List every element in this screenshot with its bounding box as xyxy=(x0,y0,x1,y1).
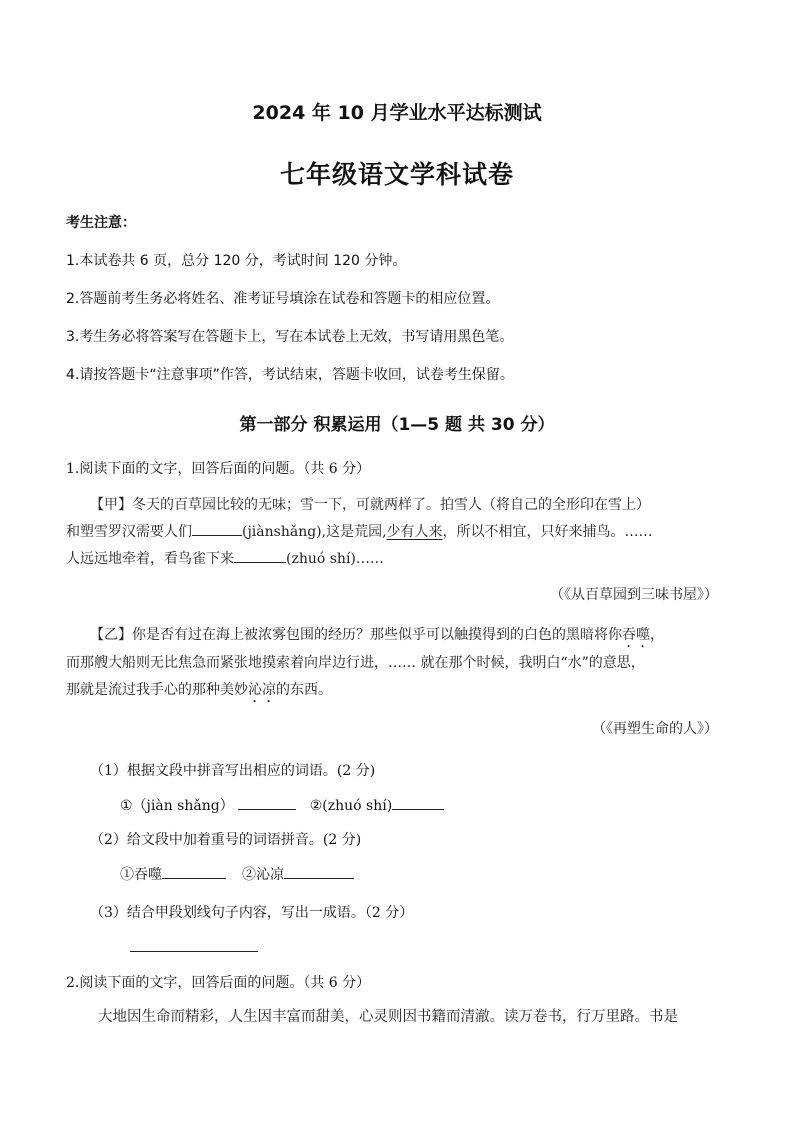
passage-text: (zhuó shí)…… xyxy=(286,551,384,567)
passage-jia-line xyxy=(66,548,384,568)
passage-yi-line: 而那艘大船则无比焦急而紧张地摸索着向岸边行进，…… 就在那个时候，我明白“水”的意思， xyxy=(66,655,645,671)
question-1-stem: 1.阅读下面的文字，回答后面的问题。（共 6 分） xyxy=(66,461,371,477)
subquestion-3-stem: （3）结合甲段划线句子内容，写出一成语。（2 分） xyxy=(90,905,414,921)
passage-jia-line xyxy=(66,521,653,541)
passage-text: 那就是流过我手心的那种美妙 xyxy=(66,682,248,698)
section-title: 第一部分 积累运用（1—5 题 共 30 分） xyxy=(239,415,555,435)
answer-blank[interactable] xyxy=(392,795,444,810)
dotted-word-qinliang: 沁凉 xyxy=(248,682,276,698)
passage-text: 人远远地牵着，看鸟雀下来 xyxy=(66,551,234,567)
subquestion-2-stem: （2）给文段中加着重号的词语拼音。(2 分) xyxy=(90,832,362,848)
subquestion-1-stem: （1）根据文段中拼音写出相应的词语。(2 分) xyxy=(90,763,376,779)
answer-label: ①吞噬 xyxy=(120,867,162,883)
question-2-passage-line: 大地因生命而精彩，人生因丰富而甜美，心灵则因书籍而清澈。读万卷书，行万里路。书是 xyxy=(98,1009,678,1025)
passage-jia-line: 【甲】冬天的百草园比较的无味；雪一下，可就两样了。拍雪人（将自己的全形印在雪上） xyxy=(90,497,650,513)
answer-label: ②(zhuó shí) xyxy=(309,798,393,814)
passage-yi-line xyxy=(66,679,332,706)
passage-yi-line xyxy=(90,624,664,651)
notice-item: 2.答题前考生务必将姓名、准考证号填涂在试卷和答题卡的相应位置。 xyxy=(66,291,500,307)
passage-text: 的东西。 xyxy=(276,682,332,698)
passage-text: 【乙】你是否有过在海上被浓雾包围的经历？那些似乎可以触摸得到的白色的黑暗将你 xyxy=(90,627,622,643)
passage-jia-source: （《从百草园到三味书屋》） xyxy=(550,587,718,603)
dotted-word-tunshi: 吞噬 xyxy=(622,627,650,643)
passage-text: (jiànshǎng),这是荒园, xyxy=(242,524,387,540)
notice-item: 4.请按答题卡“注意事项”作答，考试结束，答题卡收回，试卷考生保留。 xyxy=(66,367,514,383)
notice-item: 3.考生务必将答案写在答题卡上，写在本试卷上无效，书写请用黑色笔。 xyxy=(66,329,514,345)
answer-blank[interactable] xyxy=(162,864,226,879)
passage-text: ，所以不相宜，只好来捕鸟。…… xyxy=(442,524,653,540)
passage-text: 和塑雪罗汉需要人们 xyxy=(66,524,192,540)
notice-heading: 考生注意： xyxy=(66,215,136,231)
notice-item: 1.本试卷共 6 页，总分 120 分，考试时间 120 分钟。 xyxy=(66,253,407,269)
subquestion-2-answers xyxy=(120,864,354,884)
passage-text: ， xyxy=(650,627,664,643)
exam-subtitle: 七年级语文学科试卷 xyxy=(279,160,514,189)
question-2-stem: 2.阅读下面的文字，回答后面的问题。（共 6 分） xyxy=(66,975,371,991)
answer-blank[interactable] xyxy=(284,864,354,879)
underlined-phrase: 少有人来 xyxy=(386,524,443,540)
blank-jianshang xyxy=(192,521,242,536)
answer-line[interactable] xyxy=(130,951,258,952)
answer-label: ②沁凉 xyxy=(242,867,284,883)
subquestion-1-answers xyxy=(120,795,444,815)
answer-blank[interactable] xyxy=(238,795,296,810)
exam-title: 2024 年 10 月学业水平达标测试 xyxy=(252,102,542,124)
passage-yi-source: （《再塑生命的人》） xyxy=(592,721,718,737)
answer-label: ①（jiàn shǎng） xyxy=(120,798,234,814)
blank-zhuoshi xyxy=(234,548,286,563)
